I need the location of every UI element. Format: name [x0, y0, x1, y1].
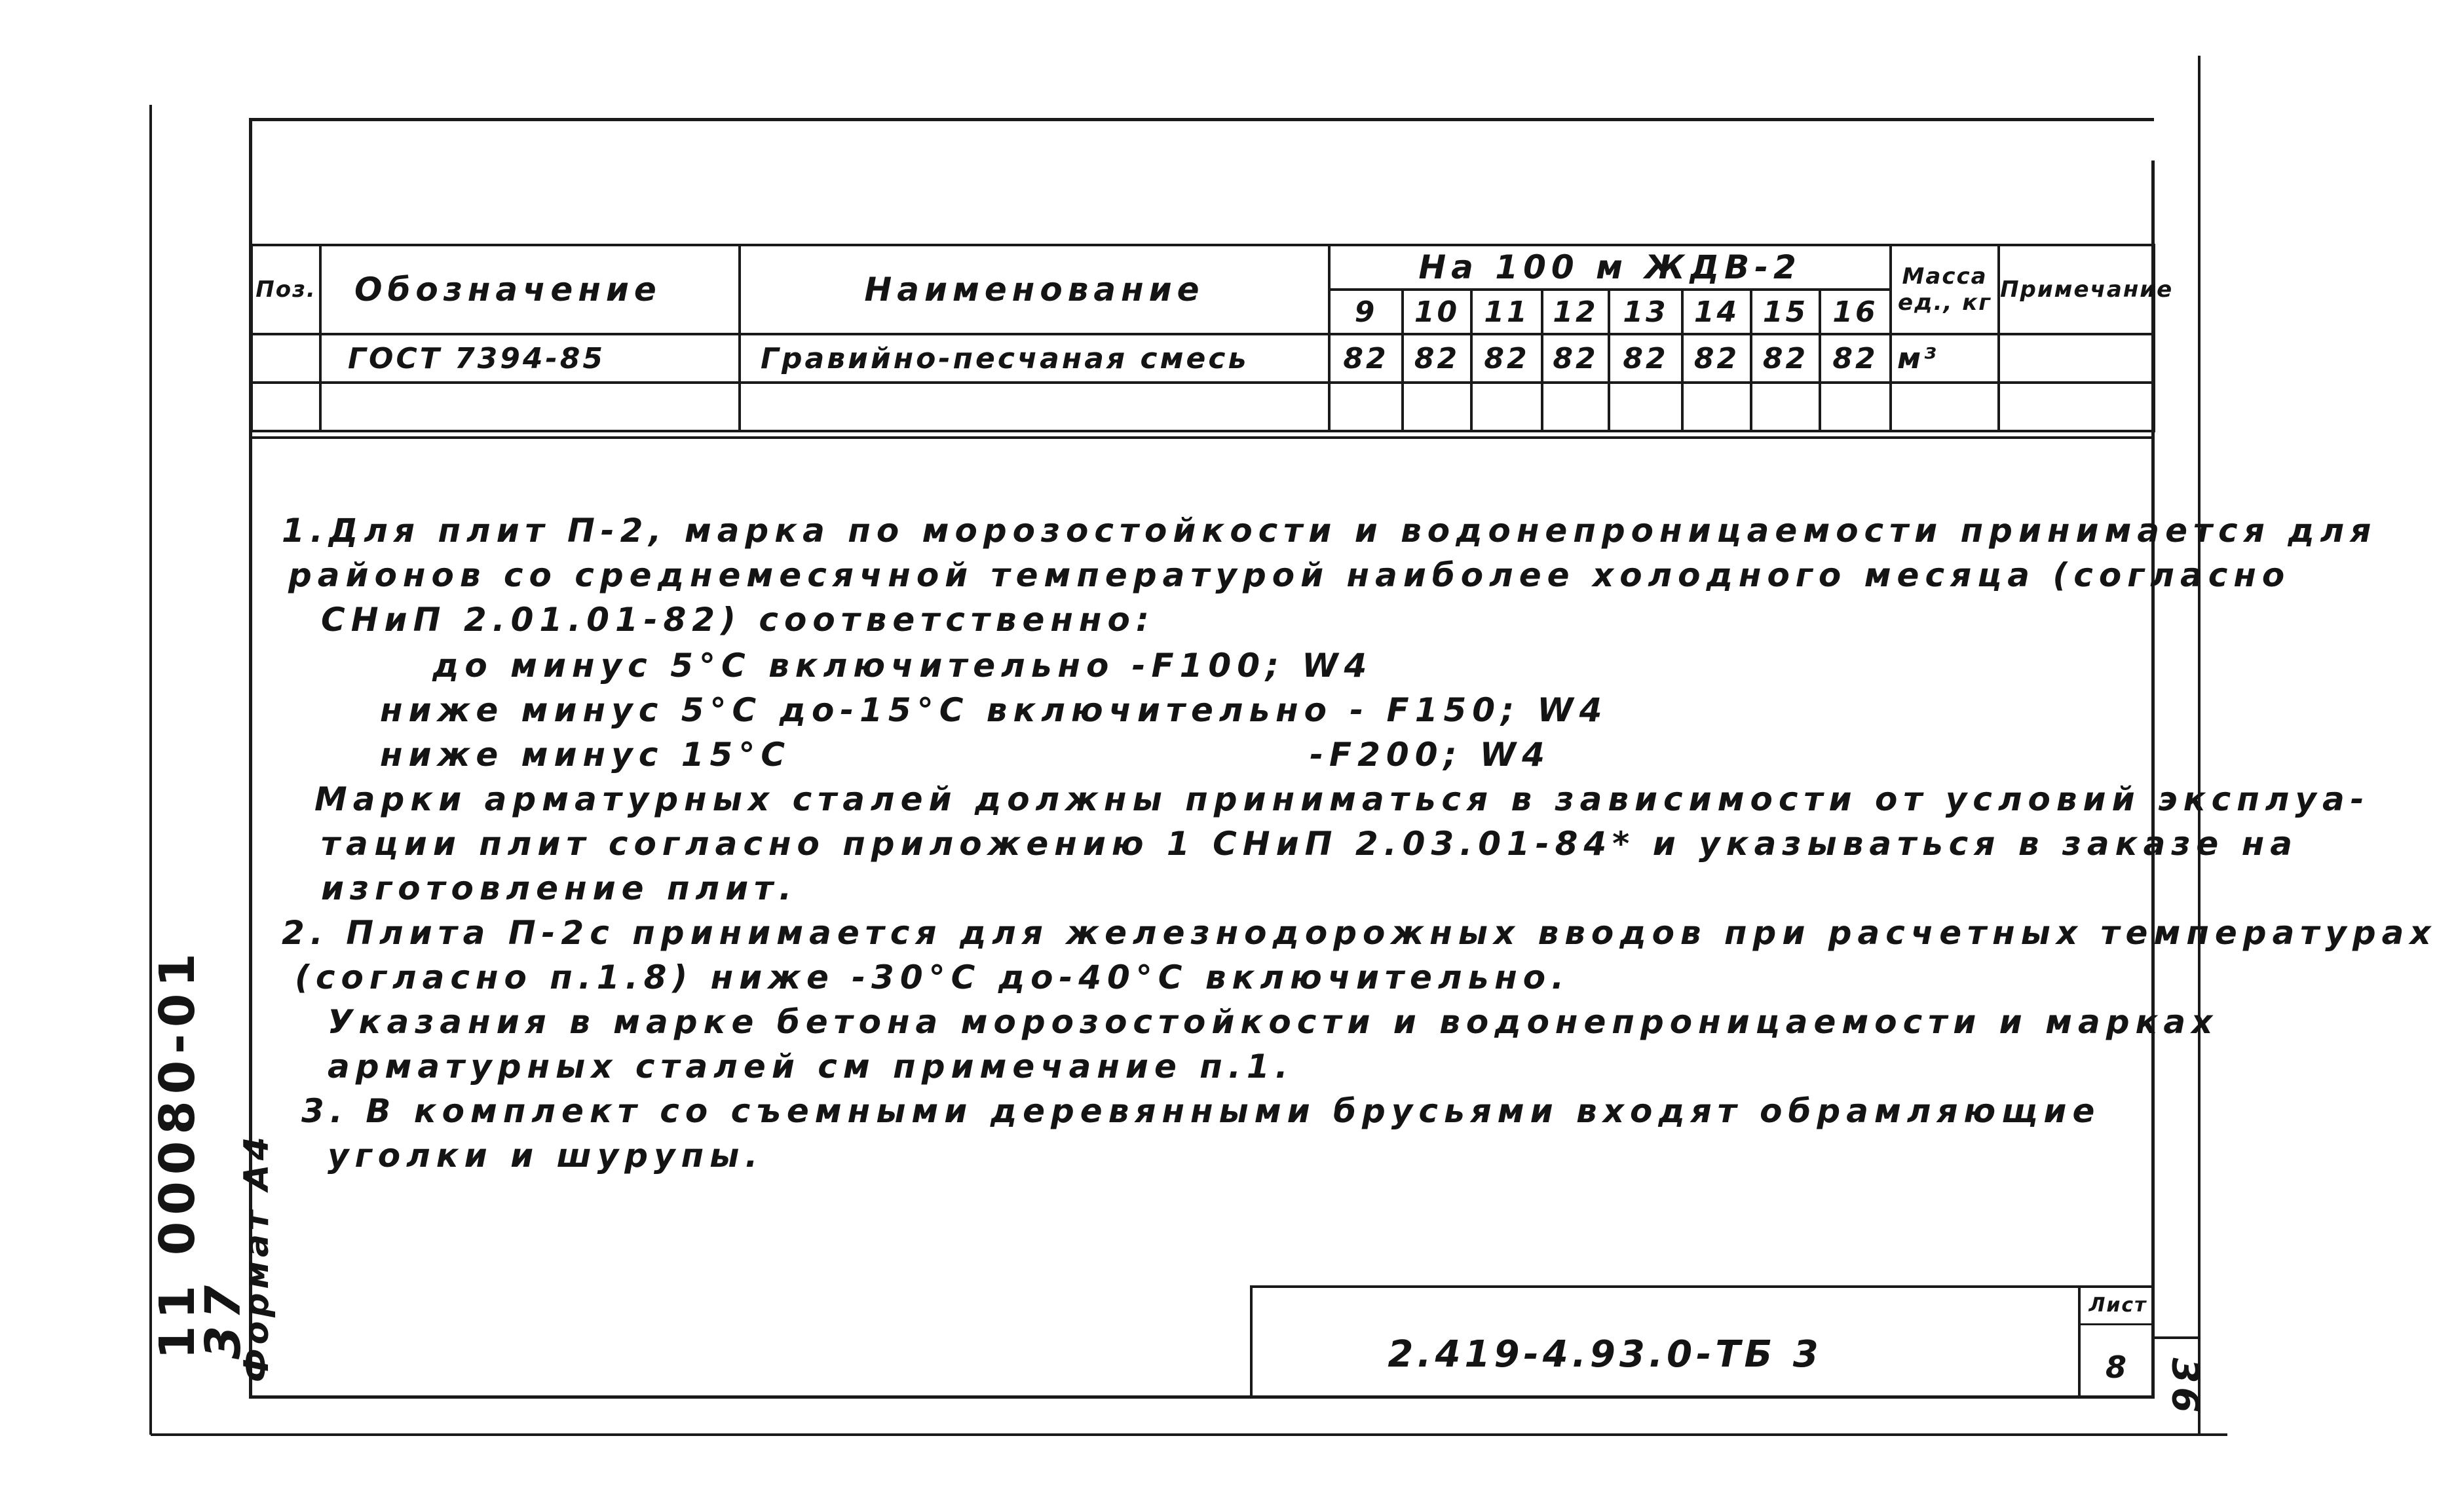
outer-right-edge	[2198, 56, 2201, 1435]
frame-bottom-border	[249, 1395, 2154, 1399]
frame-top-border	[250, 118, 2154, 121]
note-line: ниже минус 15°С -F200; W4	[380, 736, 1551, 774]
note-line: СНиП 2.01.01-82) соответственно:	[321, 601, 1155, 639]
row-value: 82	[1403, 334, 1471, 383]
row-pos	[252, 334, 320, 383]
document-code: 2.419-4.93.0-ТБ 3	[1388, 1333, 1823, 1376]
row-value: 82	[1542, 334, 1609, 383]
table-header-row	[252, 245, 2154, 290]
archive-number: 11 00080-01	[149, 947, 206, 1359]
note-line: 1.Для плит П-2, марка по морозостойкости и водонепроницаемости принимается для	[282, 512, 2377, 550]
note-line: изготовление плит.	[321, 869, 798, 907]
note-line: Марки арматурных сталей должны приниматься в зависимости от условий эксплуа-	[314, 780, 2370, 818]
row-note	[1999, 334, 2154, 383]
note-line: арматурных сталей см примечание п.1.	[328, 1048, 1294, 1086]
sheet-cell-left	[2078, 1285, 2081, 1398]
title-block-left	[1250, 1285, 1253, 1398]
note-line: 2. Плита П-2с принимается для железнодорожных вводов при расчетных температурах	[282, 914, 2437, 952]
note-line: Указания в марке бетона морозостойкости и водонепроницаемости и марках	[328, 1003, 2219, 1041]
column-number: 16	[1820, 290, 1891, 334]
column-number: 11	[1471, 290, 1542, 334]
table-row	[252, 334, 2154, 383]
sheet-number: 8	[2105, 1350, 2130, 1385]
row-value: 82	[1329, 334, 1403, 383]
page-strip-divider	[2153, 1336, 2199, 1339]
header-name: Наименование	[740, 245, 1329, 334]
sheet-label: Лист	[2088, 1294, 2147, 1317]
archive-sheet-number: 37	[195, 1279, 252, 1359]
column-number: 13	[1609, 290, 1682, 334]
format-label: Формат А4	[237, 1133, 276, 1382]
row-name: Гравийно-песчаная смесь	[740, 334, 1329, 383]
header-designation: Обозначение	[320, 245, 740, 334]
row-designation: ГОСТ 7394-85	[320, 334, 740, 383]
note-line: до минус 5°С включительно -F100; W4	[432, 647, 1373, 685]
row-value: 82	[1609, 334, 1682, 383]
sheet-cell-divider	[2079, 1323, 2154, 1325]
note-line: 3. В комплект со съемными деревянными брусьями входят обрамляющие	[301, 1092, 2101, 1130]
column-number: 10	[1403, 290, 1471, 334]
row-value: 82	[1820, 334, 1891, 383]
table-bottom-rule	[250, 436, 2154, 439]
note-line: (согласно п.1.8) ниже -30°С до-40°С включительно.	[295, 958, 1570, 996]
column-number: 9	[1329, 290, 1403, 334]
header-mass: Масса ед., кг	[1891, 245, 1999, 334]
note-line: районов со среднемесячной температурой наиболее холодного месяца (согласно	[288, 556, 2291, 594]
column-number: 15	[1751, 290, 1820, 334]
column-number: 12	[1542, 290, 1609, 334]
row-value: 82	[1682, 334, 1751, 383]
table-row-empty	[252, 383, 2154, 431]
row-mass-unit: м³	[1891, 334, 1999, 383]
row-value: 82	[1471, 334, 1542, 383]
note-line: тации плит согласно приложению 1 СНиП 2.03.01-84* и указываться в заказе на	[321, 825, 2298, 863]
column-number: 14	[1682, 290, 1751, 334]
title-block-top	[1251, 1285, 2154, 1288]
row-value: 82	[1751, 334, 1820, 383]
outer-bottom-edge	[151, 1433, 2227, 1436]
header-pos: Поз.	[252, 245, 320, 334]
header-note: Примечание	[1999, 245, 2154, 334]
specification-table	[250, 244, 2174, 432]
note-line: уголки и шурупы.	[328, 1137, 764, 1175]
header-per-100m: На 100 м ЖДВ-2	[1329, 245, 1891, 290]
note-line: ниже минус 5°С до-15°С включительно - F150; W4	[380, 691, 1608, 729]
page-number: 36	[2163, 1357, 2206, 1417]
